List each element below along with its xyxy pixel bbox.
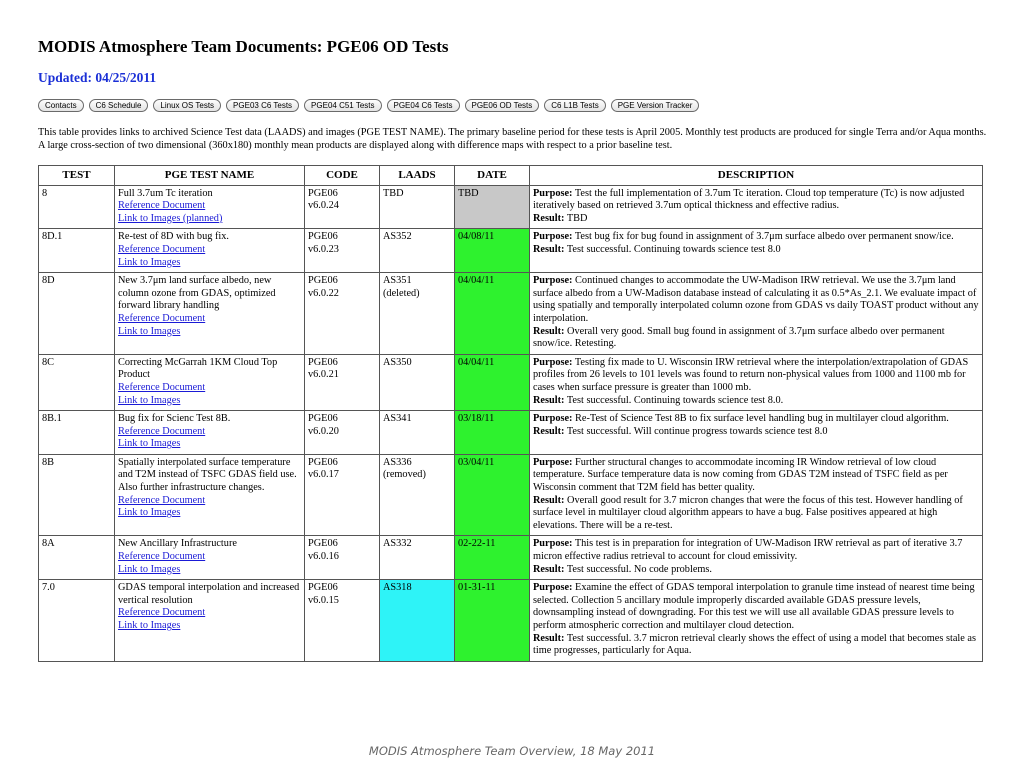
laads-line: AS352 — [383, 231, 412, 243]
code-line: v6.0.24 — [308, 200, 339, 212]
cell-pge-test-name — [115, 580, 305, 662]
link-to-images[interactable]: Link to Images — [118, 256, 181, 268]
purpose-label: Purpose: — [533, 356, 573, 368]
laads-line: AS332 — [383, 538, 412, 550]
cell-code — [305, 536, 380, 580]
cell-date: 02-22-11 — [455, 536, 530, 580]
nav-button-c6-schedule[interactable]: C6 Schedule — [89, 99, 149, 112]
code-line: v6.0.22 — [308, 287, 339, 299]
cell-laads — [380, 273, 455, 355]
cell-laads — [380, 454, 455, 536]
nav-button-pge03-c6-tests[interactable]: PGE03 C6 Tests — [226, 99, 299, 112]
cell-pge-test-name — [115, 273, 305, 355]
cell-pge-test-name — [115, 454, 305, 536]
result-text: Overall very good. Small bug found in assignment of 3.7μm surface albedo over permanent snow/ice. Retesting. — [533, 325, 945, 350]
header-date: DATE — [455, 166, 530, 186]
cell-date: 04/08/11 — [455, 229, 530, 273]
nav-button-c6-l1b-tests[interactable]: C6 L1B Tests — [544, 99, 605, 112]
link-to-images[interactable]: Link to Images (planned) — [118, 212, 223, 224]
purpose-text: Further structural changes to accommodate incoming IR Window retrieval of low cloud temperature. Surface temperature data is now coming from GDAS T2M instead of TSFC field as per Wisconsin comment that T2M field has better quality. — [533, 456, 948, 494]
code-line: PGE06 — [308, 356, 338, 368]
code-line: PGE06 — [308, 231, 338, 243]
code-line: PGE06 — [308, 275, 338, 287]
result-label: Result: — [533, 243, 565, 255]
header-test: TEST — [39, 166, 115, 186]
page-title: MODIS Atmosphere Team Documents: PGE06 OD Tests — [38, 37, 449, 56]
cell-laads — [380, 580, 455, 662]
purpose-label: Purpose: — [533, 413, 573, 425]
cell-pge-test-name — [115, 354, 305, 410]
purpose-label: Purpose: — [533, 231, 573, 243]
cell-test: 8D.1 — [39, 229, 115, 273]
purpose-text: Test bug fix for bug found in assignment of 3.7μm surface albedo over permanent snow/ice. — [574, 231, 954, 243]
test-name-text: Re-test of 8D with bug fix. — [118, 231, 229, 243]
test-name-text: Bug fix for Scienc Test 8B. — [118, 413, 231, 425]
cell-code — [305, 580, 380, 662]
purpose-text: Continued changes to accommodate the UW-Madison IRW retrieval. We use the 3.7μm land surface albedo from a UW-Madison database instead of calculating it as 0.5*As_2.1. We evaluate impact of using spatially and temporally interpolated column ozone from GDAS vs daily TOAST product without any interpolation. — [533, 275, 979, 324]
table-row — [39, 580, 983, 662]
link-to-images[interactable]: Link to Images — [118, 325, 181, 337]
cell-code — [305, 411, 380, 455]
cell-description — [530, 411, 983, 455]
code-line: v6.0.16 — [308, 551, 339, 563]
cell-laads — [380, 229, 455, 273]
cell-code — [305, 354, 380, 410]
slide-footer: MODIS Atmosphere Team Overview, 18 May 2011 — [368, 744, 656, 758]
cell-laads — [380, 411, 455, 455]
test-name-text: Full 3.7um Tc iteration — [118, 187, 213, 199]
nav-button-bar — [38, 99, 699, 112]
cell-laads — [380, 354, 455, 410]
purpose-label: Purpose: — [533, 275, 573, 287]
cell-test: 8D — [39, 273, 115, 355]
cell-pge-test-name — [115, 185, 305, 229]
test-name-text: New Ancillary Infrastructure — [118, 538, 237, 550]
code-line: PGE06 — [308, 582, 338, 594]
cell-test: 8B.1 — [39, 411, 115, 455]
laads-line: AS318 — [383, 582, 412, 594]
result-text: Test successful. Continuing towards science test 8.0 — [566, 243, 781, 255]
result-label: Result: — [533, 325, 565, 337]
cell-pge-test-name — [115, 536, 305, 580]
nav-button-pge04-c6-tests[interactable]: PGE04 C6 Tests — [387, 99, 460, 112]
result-label: Result: — [533, 632, 565, 644]
reference-document-link[interactable]: Reference Document — [118, 243, 206, 255]
nav-button-pge04-c51-tests[interactable]: PGE04 C51 Tests — [304, 99, 381, 112]
nav-button-contacts[interactable]: Contacts — [38, 99, 84, 112]
cell-pge-test-name — [115, 229, 305, 273]
table-row — [39, 354, 983, 410]
purpose-label: Purpose: — [533, 456, 573, 468]
result-label: Result: — [533, 563, 565, 575]
code-line: v6.0.17 — [308, 469, 339, 481]
header-description: DESCRIPTION — [530, 166, 983, 186]
reference-document-link[interactable]: Reference Document — [118, 425, 206, 437]
cell-description — [530, 354, 983, 410]
cell-code — [305, 229, 380, 273]
tests-table — [38, 165, 983, 662]
laads-line: (removed) — [383, 469, 426, 481]
updated-date: Updated: 04/25/2011 — [38, 70, 157, 85]
cell-code — [305, 454, 380, 536]
purpose-text: This test is in preparation for integration of UW-Madison IRW retrieval as part of iterative 3.7 micron effective radius retrieval to account for cloud emissivity. — [533, 538, 963, 563]
laads-line: TBD — [383, 187, 404, 199]
link-to-images[interactable]: Link to Images — [118, 438, 181, 450]
purpose-text: Test the full implementation of 3.7um Tc iteration. Cloud top temperature (Tc) is now adjusted iteratively based on retrieved 3.7um optical thickness and effective radius. — [533, 187, 965, 212]
cell-code — [305, 273, 380, 355]
purpose-text: Testing fix made to U. Wisconsin IRW retrieval where the interpolation/extrapolation of GDAS profiles from 26 levels to 101 levels was found to return non-physical values from 1000 and 1100 mb for cases when surface pressure is greater than 1000 mb. — [533, 356, 969, 393]
laads-line: AS341 — [383, 413, 412, 425]
test-name-text: GDAS temporal interpolation and increased vertical resolution — [118, 582, 300, 606]
laads-line: AS350 — [383, 356, 412, 368]
cell-description — [530, 536, 983, 580]
result-text: TBD — [566, 212, 588, 224]
result-text: Test successful. Will continue progress towards science test 8.0 — [566, 425, 828, 437]
table-body — [39, 185, 983, 661]
cell-description — [530, 454, 983, 536]
cell-description — [530, 580, 983, 662]
cell-description — [530, 185, 983, 229]
laads-line: AS351 — [383, 275, 412, 287]
result-text: Test successful. Continuing towards science test 8.0. — [566, 394, 784, 406]
cell-code — [305, 185, 380, 229]
nav-button-pge-version-tracker[interactable]: PGE Version Tracker — [611, 99, 700, 112]
result-label: Result: — [533, 212, 565, 224]
laads-line: (deleted) — [383, 287, 420, 299]
reference-document-link[interactable]: Reference Document — [118, 551, 206, 563]
reference-document-link[interactable]: Reference Document — [118, 312, 206, 324]
code-line: v6.0.23 — [308, 243, 339, 255]
result-label: Result: — [533, 394, 565, 406]
cell-pge-test-name — [115, 411, 305, 455]
header-laads: LAADS — [380, 166, 455, 186]
table-header-row — [39, 166, 983, 186]
cell-date: TBD — [455, 185, 530, 229]
link-to-images[interactable]: Link to Images — [118, 507, 181, 519]
cell-date: 01-31-11 — [455, 580, 530, 662]
result-label: Result: — [533, 425, 565, 437]
purpose-text: Re-Test of Science Test 8B to fix surface level handling bug in multilayer cloud algorithm. — [575, 413, 949, 425]
cell-description — [530, 273, 983, 355]
header-code: CODE — [305, 166, 380, 186]
nav-button-linux-os-tests[interactable]: Linux OS Tests — [153, 99, 221, 112]
table-row — [39, 273, 983, 355]
table-row — [39, 185, 983, 229]
link-to-images[interactable]: Link to Images — [118, 563, 181, 575]
reference-document-link[interactable]: Reference Document — [118, 607, 206, 619]
cell-date: 04/04/11 — [455, 354, 530, 410]
purpose-label: Purpose: — [533, 538, 573, 550]
code-line: v6.0.21 — [308, 369, 339, 381]
cell-description — [530, 229, 983, 273]
code-line: PGE06 — [308, 187, 338, 199]
table-row — [39, 536, 983, 580]
intro-paragraph: This table provides links to archived Science Test data (LAADS) and images (PGE TEST NAME). The primary baseline period for these tests is April 2005. Monthly test products are produced for single Terra and/or Aqua months. A large cross-section of two dimensional (360x180) monthly mean products are displayed along with difference maps with respect to a prior baseline test. — [38, 127, 987, 151]
result-text: Test successful. 3.7 micron retrieval clearly shows the effect of using a model that becomes stale as time progresses, particularly for Aqua. — [533, 632, 976, 657]
cell-test: 7.0 — [39, 580, 115, 662]
link-to-images[interactable]: Link to Images — [118, 394, 181, 406]
cell-date: 04/04/11 — [455, 273, 530, 355]
laads-line: AS336 — [383, 456, 412, 468]
code-line: v6.0.15 — [308, 594, 339, 606]
cell-date: 03/18/11 — [455, 411, 530, 455]
reference-document-link[interactable]: Reference Document — [118, 494, 206, 506]
code-line: PGE06 — [308, 456, 338, 468]
table-row — [39, 454, 983, 536]
result-text: Test successful. No code problems. — [566, 563, 712, 575]
result-text: Overall good result for 3.7 micron changes that were the focus of this test. However handling of surface level in multilayer cloud algorithm appears to have a bug. False positives appeared at high elevations. There will be a re-test. — [533, 494, 963, 531]
cell-laads — [380, 185, 455, 229]
test-name-text: New 3.7μm land surface albedo, new column ozone from GDAS, optimized forward library handling — [118, 275, 276, 312]
test-name-text: Spatially interpolated surface temperature and T2M instead of TSFC GDAS field use. Also further infrastructure changes. — [118, 456, 297, 494]
reference-document-link[interactable]: Reference Document — [118, 200, 206, 212]
purpose-text: Examine the effect of GDAS temporal interpolation to granule time instead of nearest time being selected. Collection 5 ancillary module improperly discarded available GDAS pressure levels, downsampling instead of downgrading. For this test we will use all available GDAS pressure levels to perform atmospheric correction and multilayer cloud detection. — [533, 582, 975, 631]
cell-date: 03/04/11 — [455, 454, 530, 536]
result-label: Result: — [533, 494, 565, 506]
purpose-label: Purpose: — [533, 582, 573, 594]
code-line: PGE06 — [308, 413, 338, 425]
header-pge-test-name: PGE TEST NAME — [115, 166, 305, 186]
nav-button-pge06-od-tests[interactable]: PGE06 OD Tests — [465, 99, 540, 112]
reference-document-link[interactable]: Reference Document — [118, 381, 206, 393]
cell-laads — [380, 536, 455, 580]
cell-test: 8B — [39, 454, 115, 536]
cell-test: 8A — [39, 536, 115, 580]
table-row — [39, 229, 983, 273]
link-to-images[interactable]: Link to Images — [118, 620, 181, 631]
code-line: PGE06 — [308, 538, 338, 550]
purpose-label: Purpose: — [533, 187, 573, 199]
cell-test: 8 — [39, 185, 115, 229]
table-row — [39, 411, 983, 455]
code-line: v6.0.20 — [308, 425, 339, 437]
test-name-text: Correcting McGarrah 1KM Cloud Top Product — [118, 356, 278, 381]
cell-test: 8C — [39, 354, 115, 410]
